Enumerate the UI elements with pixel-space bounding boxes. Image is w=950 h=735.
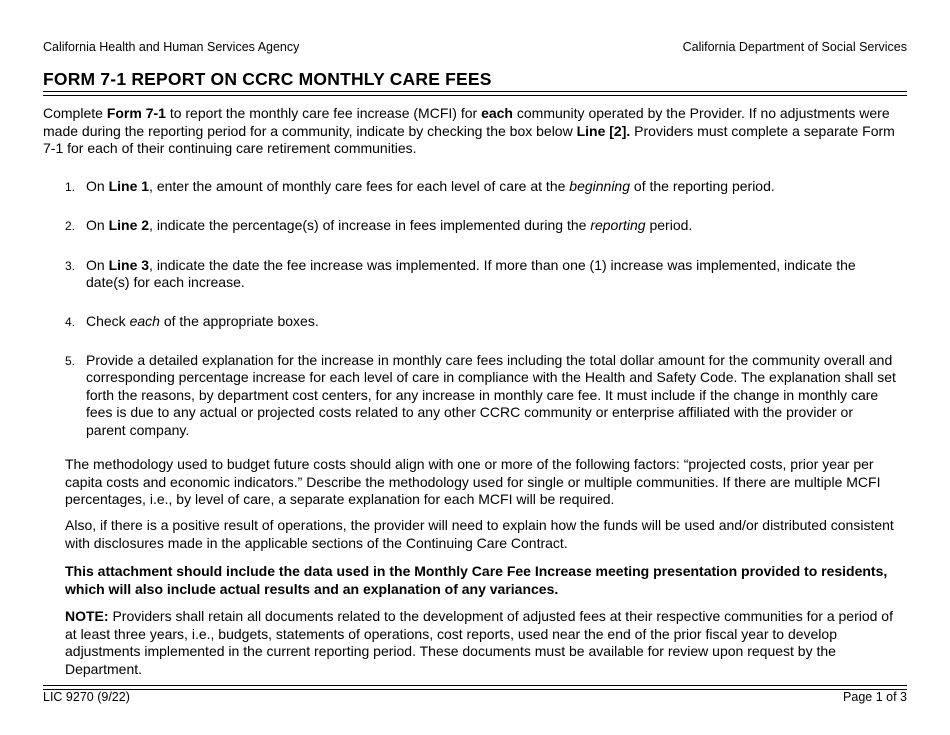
attachment-note-paragraph: This attachment should include the data used in the Monthly Care Fee Increase meeting presentation provided to residents, which will also include actual results and an explanation of any variances.	[65, 563, 888, 597]
list-item-number: 4.	[65, 315, 76, 329]
page-number: Page 1 of 3	[843, 690, 907, 704]
footer-divider	[43, 685, 907, 690]
department-name: California Department of Social Services	[682, 40, 907, 54]
list-item-text: Provide a detailed explanation for the increase in monthly care fees including the total dollar amount for the community overall and corresponding percentage increase for each level of care in compliance with the Health and Safety Code. The explanation shall set forth the reasons, by department cost centers, for any increase in monthly care fee. It must include if the change in monthly care fees is due to any actual or projected costs related to any other CCRC community or enterprise affiliated with the provider or parent company.	[86, 352, 896, 438]
list-item-number: 5.	[65, 354, 76, 368]
list-item-text: On Line 2, indicate the percentage(s) of increase in fees implemented during the reporting period.	[86, 217, 693, 233]
list-item-text: Check each of the appropriate boxes.	[86, 313, 319, 329]
agency-name: California Health and Human Services Agency	[43, 40, 300, 54]
title-divider	[43, 91, 907, 96]
page-title: FORM 7-1 REPORT ON CCRC MONTHLY CARE FEES	[43, 69, 492, 89]
positive-result-paragraph: Also, if there is a positive result of operations, the provider will need to explain how the funds will be used and/or distributed consistent with disclosures made in the applicable sections of the Continuing Care Contract.	[65, 517, 894, 551]
note-label: NOTE:	[65, 608, 109, 624]
list-item-number: 1.	[65, 180, 76, 194]
note-paragraph: NOTE: Providers shall retain all documents related to the development of adjusted fees at their respective communities for a period of at least three years, i.e., budgets, statements of operations, cost reports, used near the end of the prior fiscal year to develop adjustments implemented in the current reporting period. These documents must be available for review upon request by the Department.	[65, 608, 893, 677]
list-item-number: 3.	[65, 259, 76, 273]
intro-paragraph: Complete Form 7-1 to report the monthly care fee increase (MCFI) for each community operated by the Provider. If no adjustments were made during the reporting period for a community, indicate by checking the box below Line [2]. Providers must complete a separate Form 7-1 for each of their continuing care retirement communities.	[43, 105, 895, 157]
list-item-number: 2.	[65, 219, 76, 233]
list-item-text: On Line 1, enter the amount of monthly care fees for each level of care at the beginning of the reporting period.	[86, 178, 775, 194]
form-id: LIC 9270 (9/22)	[43, 690, 130, 704]
methodology-paragraph: The methodology used to budget future costs should align with one or more of the following factors: “projected costs, prior year per capita costs and economic indicators.” Describe the methodology used for single or multiple communities. If there are multiple MCFI percentages, i.e., by level of care, a separate explanation for each MCFI will be required.	[65, 456, 881, 508]
list-item-text: On Line 3, indicate the date the fee increase was implemented. If more than one (1) increase was implemented, indicate the date(s) for each increase.	[86, 257, 856, 291]
